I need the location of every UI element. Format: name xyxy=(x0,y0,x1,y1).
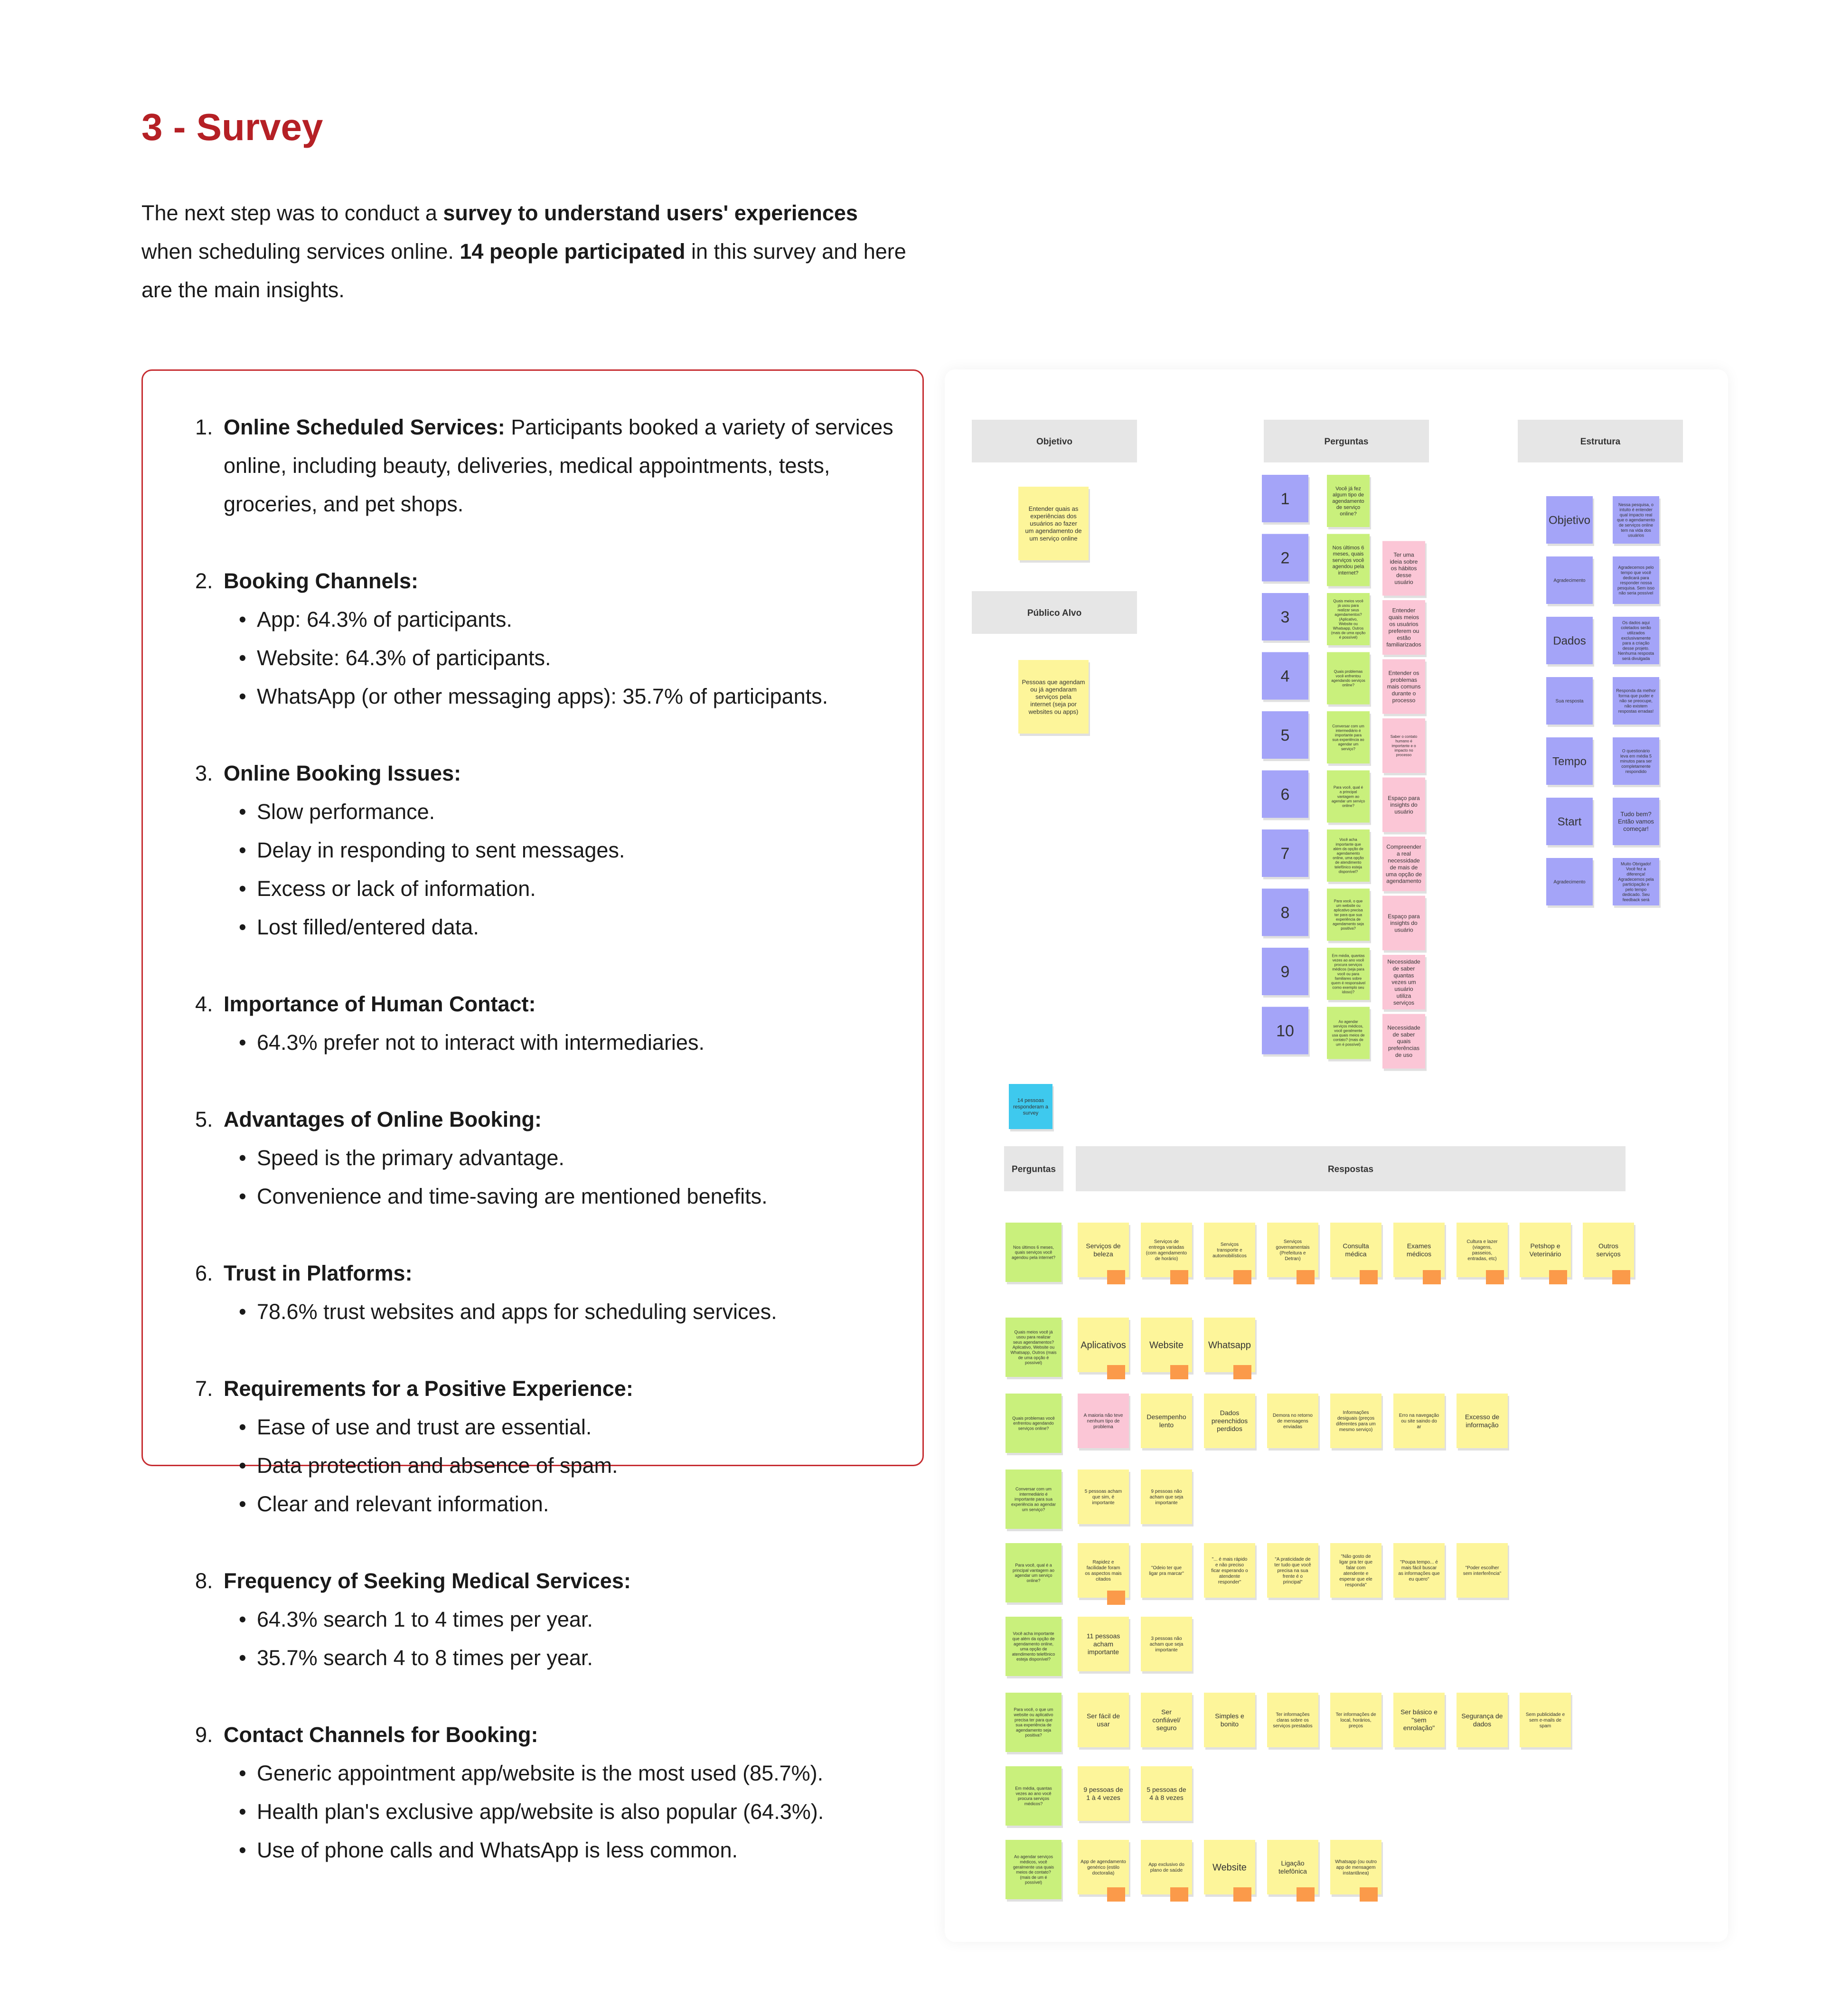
answer-row-question-text: Para você, qual é a principal vantagem ao agendar um serviço online? xyxy=(1012,1563,1055,1583)
answer-note-text: Demora no retorno de mensagens enviadas xyxy=(1273,1413,1313,1430)
vote-marker xyxy=(1170,1365,1188,1379)
answer-note xyxy=(1141,1543,1193,1600)
answer-note-text: Dados preenchidos perdidos xyxy=(1211,1409,1248,1433)
question-note-text: Nos últimos 6 meses, quais serviços você agendou pela internet? xyxy=(1332,545,1364,576)
answer-row-question xyxy=(1005,1693,1063,1754)
answer-note-text: Whatsapp (ou outro app de mensagem instantânea) xyxy=(1335,1859,1377,1876)
answer-note-text: Erro na navegação ou site saindo do ar xyxy=(1399,1413,1439,1430)
question-note-text: Quais problemas você enfrentou agendando serviços online? xyxy=(1331,669,1365,688)
structure-note-text: Objetivo xyxy=(1548,514,1591,527)
goal-note-text: Compreender a real necessidade de mais de uma opção de agendamento xyxy=(1385,843,1422,885)
question-note xyxy=(1327,829,1371,884)
question-number-note xyxy=(1262,771,1310,820)
structure-note xyxy=(1546,556,1594,606)
structure-note-text: Sua resposta xyxy=(1555,698,1584,704)
insights-card xyxy=(141,369,924,1862)
question-note-text: Quais meios você já usou para realizar seus agendamentos? (Aplicativo, Website ou Whatsapp, Outros (mais de uma opção é possível) xyxy=(1331,599,1366,640)
answer-row-question xyxy=(1005,1543,1063,1605)
board-header-publico xyxy=(972,591,1137,634)
board-header-estrutura xyxy=(1518,420,1683,462)
question-note xyxy=(1327,948,1371,1002)
answer-note-text: Petshop e Veterinário xyxy=(1529,1242,1561,1258)
board-header-perguntas-2-label: Perguntas xyxy=(1012,1164,1056,1175)
insight-heading: Trust in Platforms: xyxy=(224,1261,413,1285)
vote-marker xyxy=(1233,1365,1251,1379)
insight-heading: Importance of Human Contact: xyxy=(224,992,536,1016)
insight-item xyxy=(169,1562,910,1677)
vote-marker xyxy=(1486,1270,1504,1284)
goal-note-text: Entender quais meios os usuários preferem ou estão familiarizados xyxy=(1386,607,1421,648)
insight-bullet: • Website: 64.3% of participants. xyxy=(224,639,910,677)
answer-row-question xyxy=(1005,1318,1063,1379)
question-note xyxy=(1327,593,1371,648)
answer-row-question-text: Quais meios você já usou para realizar seus agendamentos? Aplicativo, Website ou Whatsapp, Outros (mais de uma opção é possível) xyxy=(1010,1329,1057,1366)
vote-marker xyxy=(1107,1887,1125,1902)
vote-marker xyxy=(1233,1887,1251,1902)
insight-bullet: • Delay in responding to sent messages. xyxy=(224,831,910,869)
structure-detail-note-text: O questionário leva em média 5 minutos para ser completamente respondido xyxy=(1620,748,1652,774)
answer-note xyxy=(1330,1693,1383,1750)
answer-note-text: Serviços governamentais (Prefeitura e Detran) xyxy=(1276,1239,1310,1262)
question-number: 6 xyxy=(1280,785,1290,804)
insight-text: Participants booked a variety of services online, including beauty, deliveries, medical appointments, tests, groceries, and pet shops. xyxy=(224,415,893,516)
answer-row-question xyxy=(1005,1766,1063,1828)
insight-number: 6. xyxy=(195,1261,213,1285)
structure-note xyxy=(1546,798,1594,848)
structure-detail-note xyxy=(1613,617,1661,667)
structure-detail-note-text: Tudo bem? Então vamos começar! xyxy=(1618,810,1654,833)
insight-heading: Online Booking Issues: xyxy=(224,761,461,785)
question-number: 3 xyxy=(1280,608,1290,626)
vote-marker xyxy=(1549,1270,1567,1284)
goal-note-text: Necessidade de saber quantas vezes um usuário utiliza serviços xyxy=(1387,958,1420,1006)
insight-bullets xyxy=(224,1754,910,1869)
answer-note xyxy=(1141,1470,1193,1526)
insight-bullets xyxy=(224,600,910,716)
goal-note xyxy=(1382,837,1427,894)
question-number: 1 xyxy=(1280,490,1290,508)
answer-note xyxy=(1141,1617,1193,1674)
question-note-text: Para você, qual é a principal vantagem ao agendar um serviço online? xyxy=(1331,785,1365,808)
goal-note-text: Saber o contato humano é importante e o impacto no processo xyxy=(1390,735,1418,757)
vote-marker xyxy=(1107,1591,1125,1605)
answer-note-text: 9 pessoas de 1 à 4 vezes xyxy=(1083,1786,1123,1801)
answer-row-question xyxy=(1005,1394,1063,1455)
question-number: 4 xyxy=(1280,667,1290,686)
answer-note-text: Ser confiável/ seguro xyxy=(1152,1708,1181,1732)
insight-number: 3. xyxy=(195,761,213,785)
goal-note-text: Necessidade de saber quais preferências de uso xyxy=(1387,1024,1420,1058)
structure-detail-note xyxy=(1613,737,1661,787)
insight-item xyxy=(169,408,910,523)
intro-bold-2: 14 people participated xyxy=(460,239,686,264)
answer-row-question-text: Conversar com um intermediário é importante para sua experiência ao agendar um serviço? xyxy=(1011,1487,1056,1512)
insight-item xyxy=(169,1715,910,1869)
question-note-text: Para você, o que um website ou aplicativo precisa ter para que sua experiência de agendamento seja positiva? xyxy=(1333,899,1364,931)
structure-note xyxy=(1546,496,1594,546)
answer-note-text: Serviços transporte e automobilísticos xyxy=(1212,1242,1247,1259)
answer-note-text: Whatsapp xyxy=(1208,1340,1251,1351)
answer-note-text: Desempenho lento xyxy=(1146,1413,1186,1429)
question-number: 10 xyxy=(1276,1022,1294,1040)
answer-note-text: Outros serviços xyxy=(1596,1242,1621,1258)
question-number-note xyxy=(1262,475,1310,525)
question-number-note xyxy=(1262,829,1310,879)
insight-heading: Frequency of Seeking Medical Services: xyxy=(224,1569,631,1593)
insight-bullet: • Slow performance. xyxy=(224,792,910,831)
board-header-objetivo-label: Objetivo xyxy=(1036,437,1073,447)
answer-note-text: "Poder escolher sem interferência" xyxy=(1463,1565,1502,1576)
board-header-objetivo xyxy=(972,420,1137,462)
goal-note xyxy=(1382,955,1427,1012)
structure-detail-note-text: Nessa pesquisa, o intuito é entender qual impacto real que o agendamento de serviços online tem na vida dos usuários xyxy=(1616,502,1655,538)
answer-note-text: 11 pessoas acham importante xyxy=(1086,1632,1120,1656)
insight-bullet: • Use of phone calls and WhatsApp is less common. xyxy=(224,1831,910,1869)
answer-note xyxy=(1078,1617,1130,1674)
vote-marker xyxy=(1107,1365,1125,1379)
intro-bold-1: survey to understand users' experiences xyxy=(443,201,858,225)
answer-note xyxy=(1204,1543,1257,1600)
structure-detail-note-text: Agradecemos pelo tempo que você dedicará para responder nossa pesquisa. Sem isso não seria possível xyxy=(1617,565,1655,596)
board-header-respostas xyxy=(1076,1146,1626,1191)
survey-board-image xyxy=(945,369,1728,1942)
objetivo-note xyxy=(1018,487,1090,563)
insight-item xyxy=(169,1254,910,1331)
goal-note xyxy=(1382,718,1427,775)
intro-paragraph xyxy=(141,194,911,309)
vote-marker xyxy=(1107,1270,1125,1284)
insight-bullet: • Data protection and absence of spam. xyxy=(224,1446,910,1485)
answer-note-text: A maioria não teve nenhum tipo de problema xyxy=(1083,1413,1123,1430)
vote-marker xyxy=(1170,1887,1188,1902)
answer-note-text: 3 pessoas não acham que seja importante xyxy=(1149,1636,1184,1653)
question-note-text: Você já fez algum tipo de agendamento de serviço online? xyxy=(1332,486,1364,517)
answer-note-text: Serviços de beleza xyxy=(1086,1242,1121,1258)
structure-note-text: Dados xyxy=(1553,634,1586,648)
participants-note-text: 14 pessoas responderam a survey xyxy=(1013,1098,1048,1116)
answer-note-text: Website xyxy=(1212,1862,1247,1873)
answer-note xyxy=(1457,1693,1509,1750)
insight-bullets xyxy=(224,1023,910,1062)
insight-number: 9. xyxy=(195,1723,213,1747)
intro-text-1: The next step was to conduct a xyxy=(141,201,443,225)
insight-number: 4. xyxy=(195,992,213,1016)
answer-note-text: Ser básico e "sem enrolação" xyxy=(1400,1708,1438,1732)
goal-note xyxy=(1382,896,1427,953)
insight-number: 1. xyxy=(195,415,213,439)
goal-note-text: Ter uma ideia sobre os hábitos desse usuário xyxy=(1390,551,1418,585)
question-number: 9 xyxy=(1280,963,1290,981)
board-header-perguntas-label: Perguntas xyxy=(1324,437,1369,447)
answer-note-text: "... é mais rápido e não preciso ficar esperando o atendente responder" xyxy=(1211,1557,1248,1585)
question-note xyxy=(1327,1007,1371,1062)
answer-row-question xyxy=(1005,1470,1063,1531)
vote-marker xyxy=(1170,1270,1188,1284)
question-number-note xyxy=(1262,534,1310,584)
structure-detail-note xyxy=(1613,496,1661,546)
answer-row-question-text: Nos últimos 6 meses, quais serviços você agendou pela internet? xyxy=(1011,1244,1056,1260)
answer-note-text: Simples e bonito xyxy=(1215,1712,1244,1728)
answer-note-text: App de agendamento genérico (estilo doctoralia) xyxy=(1081,1859,1126,1876)
section-title: 3 - Survey xyxy=(141,106,323,148)
vote-marker xyxy=(1297,1887,1315,1902)
goal-note-text: Espaço para insights do usuário xyxy=(1388,794,1420,815)
structure-detail-note-text: Responda da melhor forma que puder e não se preocupe, não existem respostas erradas! xyxy=(1616,688,1656,714)
structure-detail-note xyxy=(1613,556,1661,606)
goal-note xyxy=(1382,541,1427,598)
vote-marker xyxy=(1612,1270,1630,1284)
insight-number: 8. xyxy=(195,1569,213,1593)
insight-bullet: • WhatsApp (or other messaging apps): 35.7% of participants. xyxy=(224,677,910,716)
board-header-perguntas xyxy=(1264,420,1429,462)
structure-note xyxy=(1546,677,1594,727)
insight-heading: Advantages of Online Booking: xyxy=(224,1107,542,1131)
goal-note-text: Espaço para insights do usuário xyxy=(1388,913,1420,933)
structure-note-text: Agradecimento xyxy=(1553,578,1586,584)
answer-note-text: "Odeio ter que ligar pra marcar" xyxy=(1149,1565,1184,1576)
insight-bullet: • 64.3% prefer not to interact with intermediaries. xyxy=(224,1023,910,1062)
insight-bullets xyxy=(224,1292,910,1331)
structure-note xyxy=(1546,858,1594,908)
answer-row-question xyxy=(1005,1223,1063,1284)
insight-item xyxy=(169,1100,910,1215)
vote-marker xyxy=(1360,1887,1378,1902)
answer-note-text: Exames médicos xyxy=(1406,1242,1432,1258)
answer-note xyxy=(1393,1693,1446,1750)
structure-note-text: Agradecimento xyxy=(1553,879,1586,885)
participants-note xyxy=(1009,1084,1054,1131)
insight-bullet: • Excess or lack of information. xyxy=(224,869,910,908)
question-note xyxy=(1327,475,1371,529)
board-header-estrutura-label: Estrutura xyxy=(1580,437,1621,447)
answer-row-question-text: Em média, quantas vezes ao ano você procura serviços médicos? xyxy=(1015,1786,1052,1806)
structure-note-text: Tempo xyxy=(1552,755,1587,768)
goal-note xyxy=(1382,659,1427,716)
answer-note-text: Ligação telefônica xyxy=(1278,1859,1307,1875)
question-note-text: Você acha importante que além da opção de agendamento online, uma opção de atendimento telefônico esteja disponível? xyxy=(1333,838,1364,874)
answer-note xyxy=(1330,1394,1383,1451)
answer-note xyxy=(1457,1394,1509,1451)
publico-note-text: Pessoas que agendam ou já agendaram serviços pela internet (seja por websites ou apps) xyxy=(1022,678,1085,716)
answer-note-text: Ter informações claras sobre os serviços prestados xyxy=(1273,1712,1313,1729)
answer-note-text: Aplicativos xyxy=(1081,1340,1126,1351)
question-number: 5 xyxy=(1280,726,1290,744)
answer-note-text: Segurança de dados xyxy=(1461,1712,1503,1728)
insight-bullet: • 64.3% search 1 to 4 times per year. xyxy=(224,1600,910,1639)
answer-note xyxy=(1457,1543,1509,1600)
vote-marker xyxy=(1423,1270,1441,1284)
answer-note xyxy=(1078,1766,1130,1823)
question-note xyxy=(1327,534,1371,589)
insight-heading: Booking Channels: xyxy=(224,569,419,593)
insight-item xyxy=(169,985,910,1062)
insight-item xyxy=(169,562,910,716)
answer-note-text: 5 pessoas acham que sim, é importante xyxy=(1084,1489,1122,1506)
insight-bullet: • 78.6% trust websites and apps for scheduling services. xyxy=(224,1292,910,1331)
question-note xyxy=(1327,652,1371,707)
insight-item xyxy=(169,1369,910,1523)
answer-note xyxy=(1267,1543,1320,1600)
answer-note xyxy=(1204,1693,1257,1750)
board-header-perguntas-2 xyxy=(1004,1146,1063,1191)
insight-bullet: • Lost filled/entered data. xyxy=(224,908,910,946)
structure-detail-note-text: Os dados aqui coletados serão utilizados exclusivamente para a criação desse projeto. Nenhuma resposta será divulgada xyxy=(1617,620,1654,661)
structure-note xyxy=(1546,737,1594,787)
question-number: 8 xyxy=(1280,904,1290,922)
answer-note-text: Cultura e lazer (viagens, passeios, entradas, etc) xyxy=(1466,1239,1498,1262)
insight-bullet: • Speed is the primary advantage. xyxy=(224,1139,910,1177)
vote-marker xyxy=(1233,1270,1251,1284)
question-note-text: Conversar com um intermediário é importante para sua experiência ao agendar um serviço? xyxy=(1332,724,1364,751)
answer-note-text: "A praticidade de ter tudo que você precisa na sua frente é o principal" xyxy=(1274,1557,1311,1585)
insight-heading: Online Scheduled Services: xyxy=(224,415,505,439)
answer-row-question-text: Você acha importante que além da opção de agendamento online, uma opção de atendimento telefônico esteja disponível? xyxy=(1012,1631,1055,1662)
answer-note xyxy=(1141,1766,1193,1823)
insights-list xyxy=(169,408,910,1908)
answer-note-text: Rapidez e facilidade foram os aspectos mais citados xyxy=(1085,1560,1122,1582)
answer-note-text: Website xyxy=(1149,1340,1184,1351)
answer-note xyxy=(1520,1693,1572,1750)
answer-note-text: Ser fácil de usar xyxy=(1086,1712,1120,1728)
structure-detail-note xyxy=(1613,858,1661,908)
answer-note-text: "Poupa tempo... é mais fácil buscar as informações que eu quero" xyxy=(1398,1560,1440,1582)
insight-bullet: • Health plan's exclusive app/website is also popular (64.3%). xyxy=(224,1792,910,1831)
goal-note xyxy=(1382,1014,1427,1071)
insight-bullet: • Generic appointment app/website is the most used (85.7%). xyxy=(224,1754,910,1792)
insight-bullets xyxy=(224,1408,910,1523)
question-note-text: Ao agendar serviços médicos, você geralmente usa quais meios de contato? (mais de um é possível) xyxy=(1332,1019,1365,1047)
objetivo-note-text: Entender quais as experiências dos usuários ao fazer um agendamento de um serviço online xyxy=(1025,505,1082,542)
insight-bullet: • Ease of use and trust are essential. xyxy=(224,1408,910,1446)
answer-note-text: Consulta médica xyxy=(1343,1242,1369,1258)
question-note xyxy=(1327,711,1371,766)
vote-marker xyxy=(1297,1270,1315,1284)
vote-marker xyxy=(1360,1270,1378,1284)
board-header-respostas-label: Respostas xyxy=(1327,1164,1374,1175)
insight-item xyxy=(169,754,910,946)
answer-note-text: 9 pessoas não acham que seja importante xyxy=(1149,1489,1184,1506)
insight-number: 2. xyxy=(195,569,213,593)
structure-detail-note-text: Muito Obrigado! Você fez a diferença! Agradecemos pela participação e pelo tempo dedicado. Seu feedback será xyxy=(1618,861,1654,902)
answer-note xyxy=(1267,1394,1320,1451)
answer-row-question xyxy=(1005,1617,1063,1678)
insight-bullets xyxy=(224,1139,910,1215)
insight-bullet: • Convenience and time-saving are mentioned benefits. xyxy=(224,1177,910,1215)
goal-note xyxy=(1382,778,1427,835)
answer-row-question-text: Quais problemas você enfrentou agendando serviços online? xyxy=(1012,1415,1055,1431)
answer-note xyxy=(1078,1394,1130,1451)
answer-note-text: Excesso de informação xyxy=(1465,1413,1500,1429)
insight-heading: Contact Channels for Booking: xyxy=(224,1723,538,1747)
question-number-note xyxy=(1262,889,1310,939)
structure-note xyxy=(1546,617,1594,667)
board-header-publico-label: Público Alvo xyxy=(1027,608,1082,618)
answer-note xyxy=(1393,1394,1446,1451)
answer-note xyxy=(1141,1693,1193,1750)
question-number-note xyxy=(1262,1007,1310,1057)
answer-row-question-text: Para você, o que um website ou aplicativo precisa ter para que sua experiência de agendamento seja positiva? xyxy=(1014,1707,1053,1738)
insight-number: 5. xyxy=(195,1107,213,1131)
question-number-note xyxy=(1262,711,1310,761)
answer-note xyxy=(1204,1394,1257,1451)
insight-heading: Requirements for a Positive Experience: xyxy=(224,1376,633,1401)
insight-bullets xyxy=(224,792,910,946)
question-note xyxy=(1327,771,1371,825)
insight-number: 7. xyxy=(195,1376,213,1401)
question-number: 7 xyxy=(1280,845,1290,863)
answer-note xyxy=(1393,1543,1446,1600)
answer-note-text: App exclusivo do plano de saúde xyxy=(1148,1862,1184,1873)
answer-note xyxy=(1267,1693,1320,1750)
insight-bullet: • 35.7% search 4 to 8 times per year. xyxy=(224,1639,910,1677)
question-number: 2 xyxy=(1280,549,1290,567)
survey-board-canvas xyxy=(945,369,1728,1942)
publico-note xyxy=(1018,660,1090,736)
insight-bullet: • App: 64.3% of participants. xyxy=(224,600,910,639)
answer-row-question xyxy=(1005,1840,1063,1902)
insight-bullet: • Clear and relevant information. xyxy=(224,1485,910,1523)
answer-note-text: Sem publicidade e sem e-mails de spam xyxy=(1525,1712,1565,1729)
insight-bullets xyxy=(224,1600,910,1677)
answer-note xyxy=(1078,1470,1130,1526)
answer-note-text: Ter informações de local, horários, preços xyxy=(1335,1712,1376,1729)
answer-row-question-text: Ao agendar serviços médicos, você geralmente usa quais meios de contato? (mais de um é possível) xyxy=(1013,1854,1054,1885)
answer-note-text: Serviços de entrega variadas (com agendamento de horário) xyxy=(1146,1239,1187,1262)
intro-text-3: in this survey and here are the main insights. xyxy=(141,239,906,302)
question-number-note xyxy=(1262,948,1310,998)
answer-note-text: 5 pessoas de 4 à 8 vezes xyxy=(1146,1786,1186,1801)
structure-detail-note xyxy=(1613,677,1661,727)
question-number-note xyxy=(1262,593,1310,643)
question-note-text: Em média, quantas vezes ao ano você procura serviços médicos (seja para você ou para familiares sobre quem é responsável como exemplo seu idoso)? xyxy=(1331,953,1366,995)
intro-text-2: when scheduling services online. xyxy=(141,239,460,264)
goal-note-text: Entender os problemas mais comuns durante o processo xyxy=(1387,669,1421,704)
answer-note-text: Informações desiguais (preços diferentes para um mesmo serviço) xyxy=(1336,1410,1376,1432)
goal-note xyxy=(1382,600,1427,657)
structure-detail-note xyxy=(1613,798,1661,848)
answer-note-text: "Não gosto de ligar pra ter que falar com atendente e esperar que ele responda" xyxy=(1339,1554,1373,1588)
question-note xyxy=(1327,889,1371,943)
answer-note xyxy=(1141,1394,1193,1451)
structure-note-text: Start xyxy=(1557,815,1582,829)
answer-note xyxy=(1078,1693,1130,1750)
question-number-note xyxy=(1262,652,1310,702)
answer-note xyxy=(1330,1543,1383,1600)
